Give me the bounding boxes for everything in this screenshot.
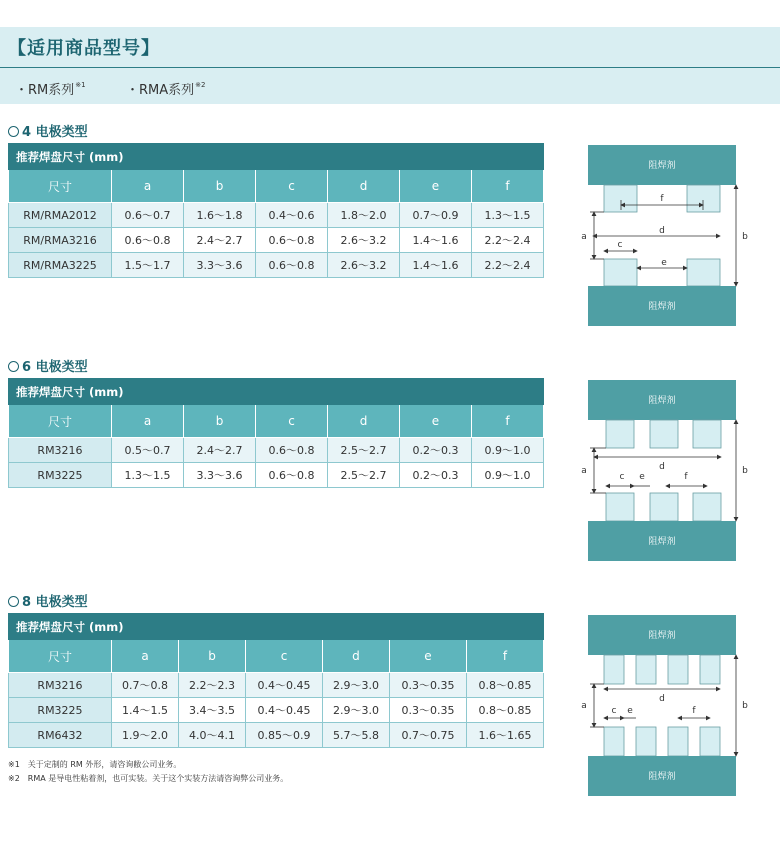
diagram-4-electrode xyxy=(578,138,768,333)
series-rma-label: ・RMA系列 xyxy=(126,83,195,98)
dim-label-f: f xyxy=(660,194,664,204)
value-cell: 0.8～0.85 xyxy=(466,698,543,723)
size-cell: RM/RMA3225 xyxy=(9,253,112,278)
value-cell: 0.4～0.45 xyxy=(246,698,323,723)
pad xyxy=(636,727,656,756)
section-title-4 xyxy=(8,121,88,140)
diagram-8-electrode xyxy=(578,608,768,803)
table-caption: 推荐焊盘尺寸 (mm) xyxy=(9,144,544,170)
value-cell: 0.2～0.3 xyxy=(400,438,472,463)
circle-icon xyxy=(8,361,19,372)
resist-label-top: 阻焊剂 xyxy=(648,161,676,171)
table-6-electrode xyxy=(8,378,544,488)
value-cell: 0.5～0.7 xyxy=(112,438,184,463)
value-cell: 1.4～1.6 xyxy=(400,253,472,278)
dim-label-c: c xyxy=(619,472,625,482)
value-cell: 0.4～0.45 xyxy=(246,673,323,698)
value-cell: 0.7～0.75 xyxy=(389,723,466,748)
value-cell: 1.4～1.5 xyxy=(112,698,179,723)
value-cell: 0.6～0.8 xyxy=(256,228,328,253)
section-title-6-text: 6 电极类型 xyxy=(22,360,88,375)
table-4-electrode xyxy=(8,143,544,278)
table-8-electrode xyxy=(8,613,544,748)
pad xyxy=(668,655,688,684)
value-cell: 1.5～1.7 xyxy=(112,253,184,278)
column-header: f xyxy=(472,405,544,438)
value-cell: 0.6～0.8 xyxy=(112,228,184,253)
dim-label-d: d xyxy=(659,462,665,472)
value-cell: 2.4～2.7 xyxy=(184,438,256,463)
table-header-row xyxy=(9,640,544,673)
table-caption: 推荐焊盘尺寸 (mm) xyxy=(9,379,544,405)
column-header: c xyxy=(256,405,328,438)
dim-label-f: f xyxy=(692,706,696,716)
value-cell: 0.6～0.8 xyxy=(256,253,328,278)
column-header: b xyxy=(184,170,256,203)
column-header: 尺寸 xyxy=(9,170,112,203)
dim-label-d: d xyxy=(659,226,665,236)
table-row xyxy=(9,463,544,488)
pad xyxy=(604,259,637,286)
value-cell: 2.9～3.0 xyxy=(322,673,389,698)
column-header: f xyxy=(472,170,544,203)
pad xyxy=(687,259,720,286)
value-cell: 3.4～3.5 xyxy=(179,698,246,723)
value-cell: 3.3～3.6 xyxy=(184,253,256,278)
section-title-8-text: 8 电极类型 xyxy=(22,595,88,610)
column-header: b xyxy=(184,405,256,438)
series-rm-label: ・RM系列 xyxy=(15,83,75,98)
table-header-row xyxy=(9,170,544,203)
footnote-1: ※1 关于定制的 RM 外形，请咨询敝公司业务。 xyxy=(8,760,182,769)
column-header: b xyxy=(179,640,246,673)
value-cell: 1.3～1.5 xyxy=(472,203,544,228)
series-rma-note: ※2 xyxy=(195,81,206,89)
dim-label-b: b xyxy=(742,466,748,476)
column-header: e xyxy=(389,640,466,673)
size-cell: RM3225 xyxy=(9,463,112,488)
value-cell: 2.6～3.2 xyxy=(328,253,400,278)
value-cell: 0.6～0.8 xyxy=(256,438,328,463)
value-cell: 4.0～4.1 xyxy=(179,723,246,748)
value-cell: 0.3～0.35 xyxy=(389,698,466,723)
series-rm xyxy=(15,79,86,98)
resist-label-top: 阻焊剂 xyxy=(648,631,676,641)
pad xyxy=(650,493,678,521)
pad xyxy=(687,185,720,212)
pad xyxy=(606,420,634,448)
value-cell: 0.3～0.35 xyxy=(389,673,466,698)
series-rma xyxy=(126,79,205,98)
dim-label-b: b xyxy=(742,232,748,242)
dim-label-c: c xyxy=(617,240,623,250)
column-header: d xyxy=(322,640,389,673)
column-header: d xyxy=(328,405,400,438)
column-header: d xyxy=(328,170,400,203)
table-row xyxy=(9,203,544,228)
value-cell: 2.2～2.4 xyxy=(472,228,544,253)
table-header-row xyxy=(9,405,544,438)
value-cell: 2.4～2.7 xyxy=(184,228,256,253)
section-title-8 xyxy=(8,591,88,610)
value-cell: 1.6～1.8 xyxy=(184,203,256,228)
value-cell: 1.4～1.6 xyxy=(400,228,472,253)
value-cell: 0.7～0.8 xyxy=(112,673,179,698)
pad xyxy=(700,655,720,684)
section-title-6 xyxy=(8,356,88,375)
dim-label-d: d xyxy=(659,694,665,704)
table-row xyxy=(9,723,544,748)
value-cell: 0.4～0.6 xyxy=(256,203,328,228)
value-cell: 0.2～0.3 xyxy=(400,463,472,488)
page-title: 【适用商品型号】 xyxy=(8,38,160,59)
dim-label-b: b xyxy=(742,701,748,711)
value-cell: 5.7～5.8 xyxy=(322,723,389,748)
column-header: a xyxy=(112,170,184,203)
diagram-6-electrode xyxy=(578,373,768,568)
dim-label-c: c xyxy=(611,706,617,716)
value-cell: 2.2～2.4 xyxy=(472,253,544,278)
header-divider xyxy=(0,67,780,68)
value-cell: 0.9～1.0 xyxy=(472,463,544,488)
series-rm-note: ※1 xyxy=(75,81,86,89)
size-cell: RM3216 xyxy=(9,438,112,463)
table-caption: 推荐焊盘尺寸 (mm) xyxy=(9,614,544,640)
footnotes xyxy=(8,758,288,786)
value-cell: 1.8～2.0 xyxy=(328,203,400,228)
table-row xyxy=(9,228,544,253)
circle-icon xyxy=(8,596,19,607)
dim-label-e: e xyxy=(661,258,667,268)
value-cell: 0.9～1.0 xyxy=(472,438,544,463)
resist-label-bottom: 阻焊剂 xyxy=(648,772,676,782)
pad xyxy=(693,493,721,521)
value-cell: 1.3～1.5 xyxy=(112,463,184,488)
value-cell: 0.6～0.8 xyxy=(256,463,328,488)
table-row xyxy=(9,698,544,723)
circle-icon xyxy=(8,126,19,137)
resist-label-top: 阻焊剂 xyxy=(648,396,676,406)
size-cell: RM6432 xyxy=(9,723,112,748)
column-header: c xyxy=(256,170,328,203)
column-header: 尺寸 xyxy=(9,640,112,673)
column-header: e xyxy=(400,405,472,438)
size-cell: RM/RMA2012 xyxy=(9,203,112,228)
value-cell: 3.3～3.6 xyxy=(184,463,256,488)
value-cell: 0.6～0.7 xyxy=(112,203,184,228)
column-header: a xyxy=(112,405,184,438)
pad xyxy=(693,420,721,448)
value-cell: 0.7～0.9 xyxy=(400,203,472,228)
dim-label-a: a xyxy=(581,701,587,711)
footnote-2: ※2 RMA 是导电性粘着剂，也可实装。关于这个实装方法请咨询弊公司业务。 xyxy=(8,774,289,783)
column-header: c xyxy=(246,640,323,673)
dim-label-a: a xyxy=(581,232,587,242)
value-cell: 2.2～2.3 xyxy=(179,673,246,698)
value-cell: 2.5～2.7 xyxy=(328,463,400,488)
value-cell: 0.8～0.85 xyxy=(466,673,543,698)
pad xyxy=(636,655,656,684)
table-row xyxy=(9,438,544,463)
size-cell: RM3216 xyxy=(9,673,112,698)
section-title-4-text: 4 电极类型 xyxy=(22,125,88,140)
header-band xyxy=(0,27,780,104)
dim-label-e: e xyxy=(627,706,633,716)
resist-label-bottom: 阻焊剂 xyxy=(648,537,676,547)
pad xyxy=(604,727,624,756)
dim-label-e: e xyxy=(639,472,645,482)
pad xyxy=(604,655,624,684)
table-row xyxy=(9,253,544,278)
value-cell: 1.6～1.65 xyxy=(466,723,543,748)
value-cell: 1.9～2.0 xyxy=(112,723,179,748)
pad xyxy=(650,420,678,448)
size-cell: RM/RMA3216 xyxy=(9,228,112,253)
dim-label-a: a xyxy=(581,466,587,476)
value-cell: 2.6～3.2 xyxy=(328,228,400,253)
column-header: e xyxy=(400,170,472,203)
pad xyxy=(668,727,688,756)
column-header: 尺寸 xyxy=(9,405,112,438)
column-header: f xyxy=(466,640,543,673)
dim-label-f: f xyxy=(684,472,688,482)
size-cell: RM3225 xyxy=(9,698,112,723)
value-cell: 2.5～2.7 xyxy=(328,438,400,463)
column-header: a xyxy=(112,640,179,673)
pad xyxy=(700,727,720,756)
resist-label-bottom: 阻焊剂 xyxy=(648,302,676,312)
table-row xyxy=(9,673,544,698)
value-cell: 2.9～3.0 xyxy=(322,698,389,723)
pad xyxy=(606,493,634,521)
value-cell: 0.85～0.9 xyxy=(246,723,323,748)
pad xyxy=(604,185,637,212)
